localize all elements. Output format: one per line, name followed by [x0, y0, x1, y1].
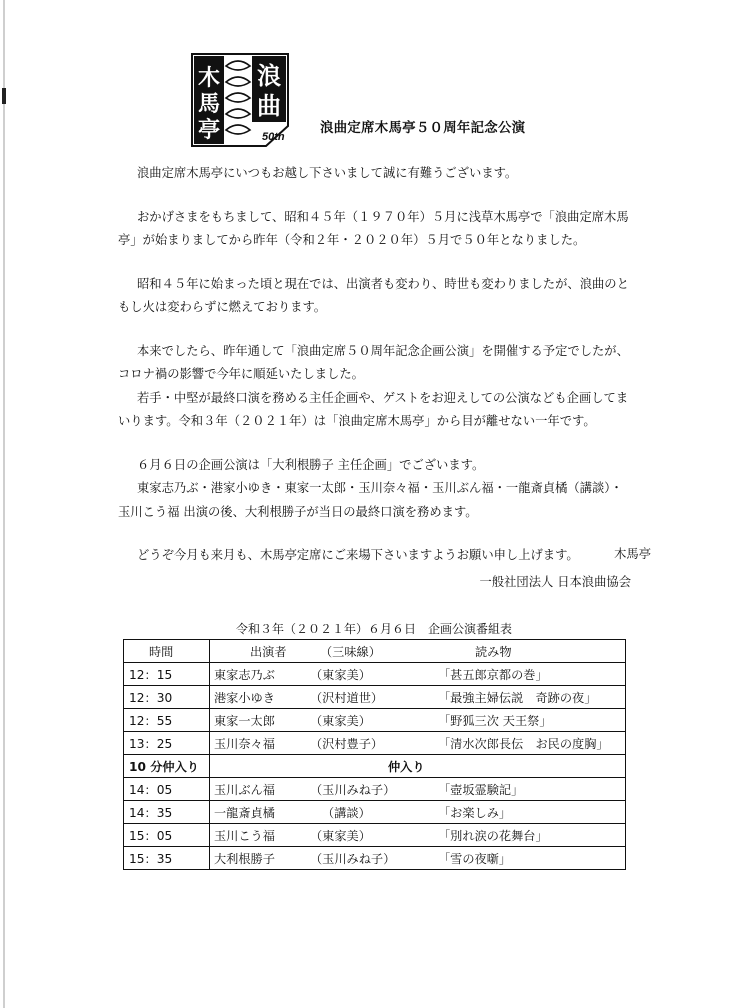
logo-graphic	[190, 52, 290, 148]
row-title: 「清水次郎長伝 お民の度胸」	[438, 737, 609, 751]
row-body	[210, 847, 626, 870]
row-title: 「壺坂霊験記」	[438, 783, 524, 797]
paragraph-line: コロナ禍の影響で今年に順延いたしました。	[118, 367, 364, 381]
paragraph-event	[118, 454, 638, 525]
mokubatei-logo	[190, 52, 290, 148]
intermission-body	[210, 755, 626, 778]
paragraph-line: ６月６日の企画公演は「大利根勝子 主任企画」でございます。	[137, 457, 485, 472]
paragraph-plans	[118, 340, 638, 434]
row-performer: 東家志乃ぶ	[214, 668, 275, 682]
logo-char-left-3: 亭	[197, 117, 221, 143]
paragraph-line: 玉川こう福 出演の後、大利根勝子が当日の最終口演を務めます。	[118, 504, 478, 519]
row-time: 12：15	[124, 663, 210, 686]
header-title: 読み物	[475, 645, 512, 659]
table-row	[124, 686, 626, 709]
logo-char-left-1: 木	[197, 65, 221, 91]
row-body	[210, 709, 626, 732]
row-shamisen: （講談）	[322, 806, 371, 820]
table-row	[124, 778, 626, 801]
row-shamisen: （東家美）	[310, 829, 371, 843]
row-time: 14：35	[124, 801, 210, 824]
program-header-row	[124, 640, 626, 663]
row-shamisen: （玉川みね子）	[310, 852, 396, 866]
intermission-row	[124, 755, 626, 778]
paragraph-closing	[118, 544, 638, 568]
logo-char-right-2: 曲	[257, 91, 281, 120]
paragraph-greeting	[118, 162, 638, 186]
paragraph-line: 若手・中堅が最終口演を務める主任企画や、ゲストをお迎えしての公演なども企画してま	[137, 390, 629, 405]
header-time: 時間	[124, 640, 210, 663]
paragraph-line: 浪曲定席木馬亭にいつもお越し下さいまして誠に有難うございます。	[137, 166, 518, 180]
row-shamisen: （玉川みね子）	[310, 783, 396, 797]
table-row	[124, 732, 626, 755]
row-time: 12：55	[124, 709, 210, 732]
signature-association: 一般社団法人 日本浪曲協会	[479, 575, 631, 589]
row-performer: 玉川奈々福	[214, 737, 275, 751]
row-body	[210, 686, 626, 709]
header-body	[210, 640, 626, 663]
page-edge-mark	[2, 88, 6, 104]
row-body	[210, 801, 626, 824]
row-title: 「お楽しみ」	[438, 806, 512, 820]
paragraph-tradition	[118, 273, 638, 320]
row-time: 15：05	[124, 824, 210, 847]
row-shamisen: （東家美）	[310, 714, 371, 728]
paragraph-line: 本来でしたら、昨年通して「浪曲定席５０周年記念企画公演」を開催する予定でしたが、	[137, 343, 629, 358]
row-title: 「雪の夜噺」	[438, 852, 512, 866]
program-table	[123, 639, 626, 870]
signature-venue: 木馬亭	[614, 547, 651, 561]
row-time: 12：30	[124, 686, 210, 709]
page-edge-line	[3, 0, 5, 1008]
intermission-time: 10 分仲入り	[124, 755, 210, 778]
row-time: 13：25	[124, 732, 210, 755]
row-shamisen: （沢村道世）	[310, 691, 384, 705]
paragraph-history	[118, 206, 638, 253]
logo-badge-50th: 50th	[262, 131, 285, 143]
row-title: 「野狐三次 天王祭」	[438, 714, 552, 728]
row-title: 「最強主婦伝説 奇跡の夜」	[438, 691, 597, 705]
row-title: 「別れ涙の花舞台」	[438, 829, 548, 843]
logo-char-left-2: 馬	[197, 91, 221, 117]
paragraph-line: どうぞ今月も来月も、木馬亭定席にご来場下さいますようお願い申し上げます。	[137, 548, 579, 562]
row-body	[210, 732, 626, 755]
paragraph-line: おかげさまをもちまして、昭和４５年（１９７０年）５月に浅草木馬亭で「浪曲定席木馬	[137, 209, 629, 224]
document-title: 浪曲定席木馬亭５０周年記念公演	[320, 121, 526, 136]
table-row	[124, 663, 626, 686]
row-time: 15：35	[124, 847, 210, 870]
row-shamisen: （東家美）	[310, 668, 371, 682]
row-performer: 玉川こう福	[214, 829, 275, 843]
row-title: 「甚五郎京都の巻」	[438, 668, 548, 682]
paragraph-line: 昭和４５年に始まった頃と現在では、出演者も変わり、時世も変わりましたが、浪曲のと	[137, 276, 629, 291]
paragraph-line: いります。令和３年（２０２１年）は「浪曲定席木馬亭」から目が離せない一年です。	[118, 414, 596, 428]
intermission-label: 仲入り	[388, 760, 425, 774]
table-row	[124, 847, 626, 870]
row-time: 14：05	[124, 778, 210, 801]
header-shamisen: （三味線）	[320, 645, 381, 659]
table-row	[124, 801, 626, 824]
row-performer: 港家小ゆき	[214, 691, 275, 705]
row-shamisen: （沢村豊子）	[310, 737, 384, 751]
row-performer: 大利根勝子	[214, 852, 275, 866]
row-body	[210, 824, 626, 847]
row-body	[210, 663, 626, 686]
row-performer: 一龍斎貞橘	[214, 806, 275, 820]
paragraph-line: 亭」が始まりましてから昨年（令和２年・２０２０年）５月で５０年となりました。	[118, 233, 586, 247]
row-performer: 東家一太郎	[214, 714, 275, 728]
table-row	[124, 709, 626, 732]
header-performer: 出演者	[250, 645, 287, 659]
row-body	[210, 778, 626, 801]
program-caption: 令和３年（２０２１年）６月６日 企画公演番組表	[236, 622, 513, 636]
table-row	[124, 824, 626, 847]
paragraph-line: 東家志乃ぶ・港家小ゆき・東家一太郎・玉川奈々福・玉川ぶん福・一龍斎貞橘（講談）・	[137, 481, 623, 495]
row-performer: 玉川ぶん福	[214, 783, 275, 797]
body-text	[118, 162, 638, 568]
logo-char-right-1: 浪	[257, 61, 281, 90]
paragraph-line: もし火は変わらずに燃えております。	[118, 300, 327, 314]
